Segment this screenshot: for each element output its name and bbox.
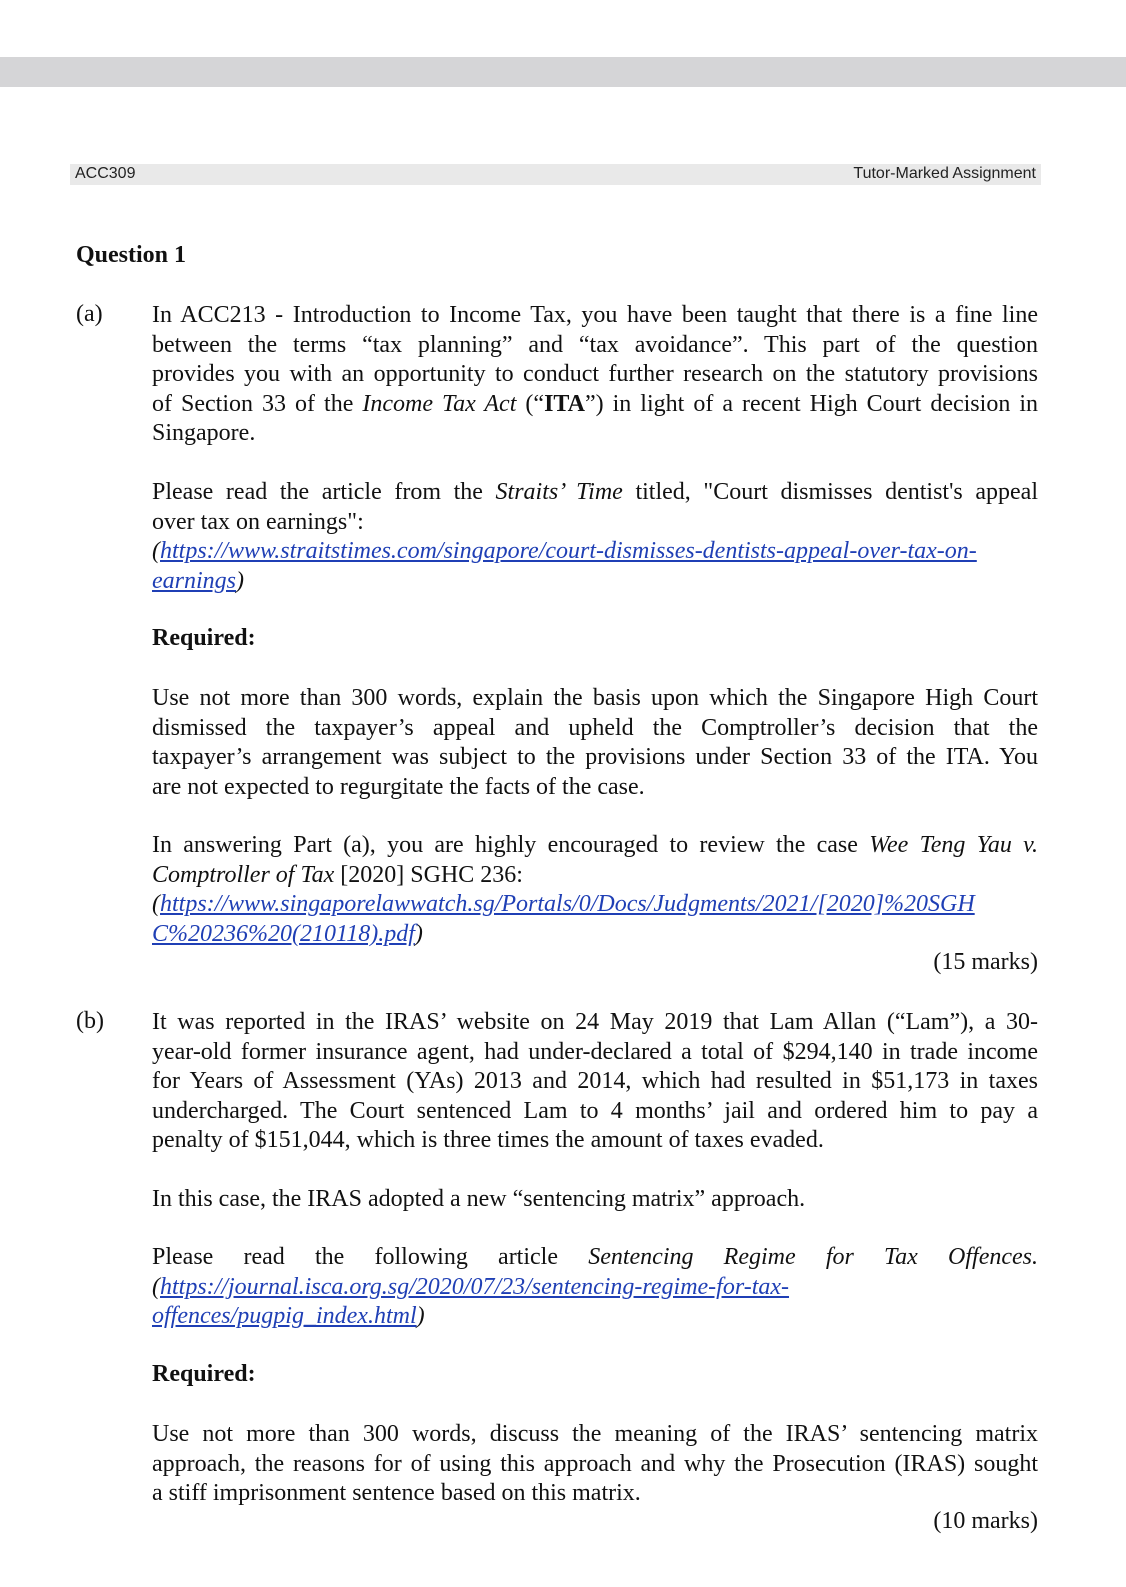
part-a-case-paragraph: In answering Part (a), you are highly encouraged to review the case Wee Teng Yau v. Comptroller of Tax [2020] SGHC 236: (https://www.singaporelawwatch.sg/Portals/0/Docs/Judgments/2021/[2020]%20SGH C%20236%20(210118).pdf) [152,832,1038,947]
case-name-part-1: Wee Teng Yau v. [869,832,1038,858]
part-b-required-heading: Required: [152,1361,256,1387]
isca-link-text-1[interactable]: https://journal.isca.org.sg/2020/07/23/sentencing-regime-for-tax- [160,1273,790,1300]
lawwatch-link-text-2[interactable]: C%20236%20(210118).pdf [152,920,415,947]
document-type: Tutor-Marked Assignment [853,165,1036,182]
question-title: Question 1 [76,242,187,268]
part-b-label: (b) [76,1008,104,1034]
part-a-case-line-2: Comptroller of Tax [2020] SGHC 236: [152,861,523,888]
part-a-marks: (15 marks) [933,949,1038,975]
part-a-required-line-1: Use not more than 300 words, explain the basis upon which the Singapore High Court [152,685,1038,711]
part-b-article-paragraph: Please read the following article Sentencing Regime for Tax Offences. (https://journal.isca.org.sg/2020/07/23/sentencing-regime-for-tax- offences/pugpig_index.html) [152,1244,1038,1329]
part-a-required-paragraph [152,684,1038,802]
act-abbreviation: ITA [544,390,585,417]
part-a-label: (a) [76,301,103,327]
act-name: Income Tax Act [362,390,517,417]
newspaper-name: Straits’ Time [495,479,623,505]
part-a-intro-paragraph [152,301,1038,449]
part-b-intro-line-1: It was reported in the IRAS’ website on 24 May 2019 that Lam Allan (“Lam”), a 30- [152,1009,1038,1035]
lawwatch-link-text-1[interactable]: https://www.singaporelawwatch.sg/Portals/0/Docs/Judgments/2021/[2020]%20SGH [160,891,975,917]
case-name-part-2: Comptroller of Tax [152,861,335,888]
part-b-intro-line-4: undercharged. The Court sentenced Lam to 4 months’ jail and ordered him to pay a [152,1097,1038,1124]
part-b-required-line-2: approach, the reasons for of using this approach and why the Prosecution (IRAS) sought [152,1450,1038,1477]
part-b-required-line-1: Use not more than 300 words, discuss the meaning of the IRAS’ sentencing matrix [152,1421,1038,1447]
part-a-intro-line-5: Singapore. [152,420,256,446]
part-b-article-line-1: Please read the following article Sentencing Regime for Tax Offences. [152,1244,1038,1270]
part-a-required-heading: Required: [152,625,256,651]
lawwatch-link[interactable]: (https://www.singaporelawwatch.sg/Portals/0/Docs/Judgments/2021/[2020]%20SGH [152,891,975,917]
part-a-required-line-4: are not expected to regurgitate the facts of the case. [152,773,645,800]
part-b-required-paragraph [152,1420,1038,1509]
part-b-intro-paragraph [152,1008,1038,1156]
part-a-intro-line-4: of Section 33 of the Income Tax Act (“ITA”) in light of a recent High Court decision in [152,390,1038,417]
part-a-case-line-1: In answering Part (a), you are highly encouraged to review the case Wee Teng Yau v. [152,832,1038,858]
part-a-article-paragraph: Please read the article from the Straits’ Time titled, "Court dismisses dentist's appeal over tax on earnings": (https://www.straitstimes.com/singapore/court-dismisses-dentists-appeal-over-tax-on- earnings) [152,479,1038,594]
straitstimes-link-text-2[interactable]: earnings [152,567,236,594]
part-a-article-line-2: over tax on earnings": [152,508,364,535]
part-b-marks: (10 marks) [933,1508,1038,1534]
part-a-required-line-3: taxpayer’s arrangement was subject to the provisions under Section 33 of the ITA. You [152,744,1038,770]
straitstimes-link[interactable]: (https://www.straitstimes.com/singapore/court-dismisses-dentists-appeal-over-tax-on- [152,538,977,564]
top-toolbar-strip [0,57,1126,87]
isca-link[interactable]: (https://journal.isca.org.sg/2020/07/23/sentencing-regime-for-tax- [152,1273,790,1300]
page-header [70,164,1041,185]
part-b-required-line-3: a stiff imprisonment sentence based on this matrix. [152,1480,641,1506]
isca-link-text-2[interactable]: offences/pugpig_index.html [152,1303,417,1329]
article-title: Sentencing Regime for Tax Offences. [588,1244,1038,1270]
part-a-intro-line-2: between the terms “tax planning” and “tax avoidance”. This part of the question [152,331,1038,358]
part-a-required-line-2: dismissed the taxpayer’s appeal and upheld the Comptroller’s decision that the [152,714,1038,741]
part-b-matrix-sentence: In this case, the IRAS adopted a new “sentencing matrix” approach. [152,1186,806,1212]
part-b-intro-line-2: year-old former insurance agent, had under-declared a total of $294,140 in trade income [152,1038,1038,1065]
part-a-intro-line-1: In ACC213 - Introduction to Income Tax, you have been taught that there is a fine line [152,302,1038,328]
straitstimes-link-text-1[interactable]: https://www.straitstimes.com/singapore/court-dismisses-dentists-appeal-over-tax-on- [160,538,977,564]
part-b-intro-line-5: penalty of $151,044, which is three times the amount of taxes evaded. [152,1127,824,1153]
part-b-intro-line-3: for Years of Assessment (YAs) 2013 and 2014, which had resulted in $51,173 in taxes [152,1068,1038,1094]
part-a-article-line-1: Please read the article from the Straits’ Time titled, "Court dismisses dentist's appeal [152,479,1038,505]
course-code: ACC309 [75,165,136,182]
part-a-intro-line-3: provides you with an opportunity to conduct further research on the statutory provisions [152,361,1038,387]
